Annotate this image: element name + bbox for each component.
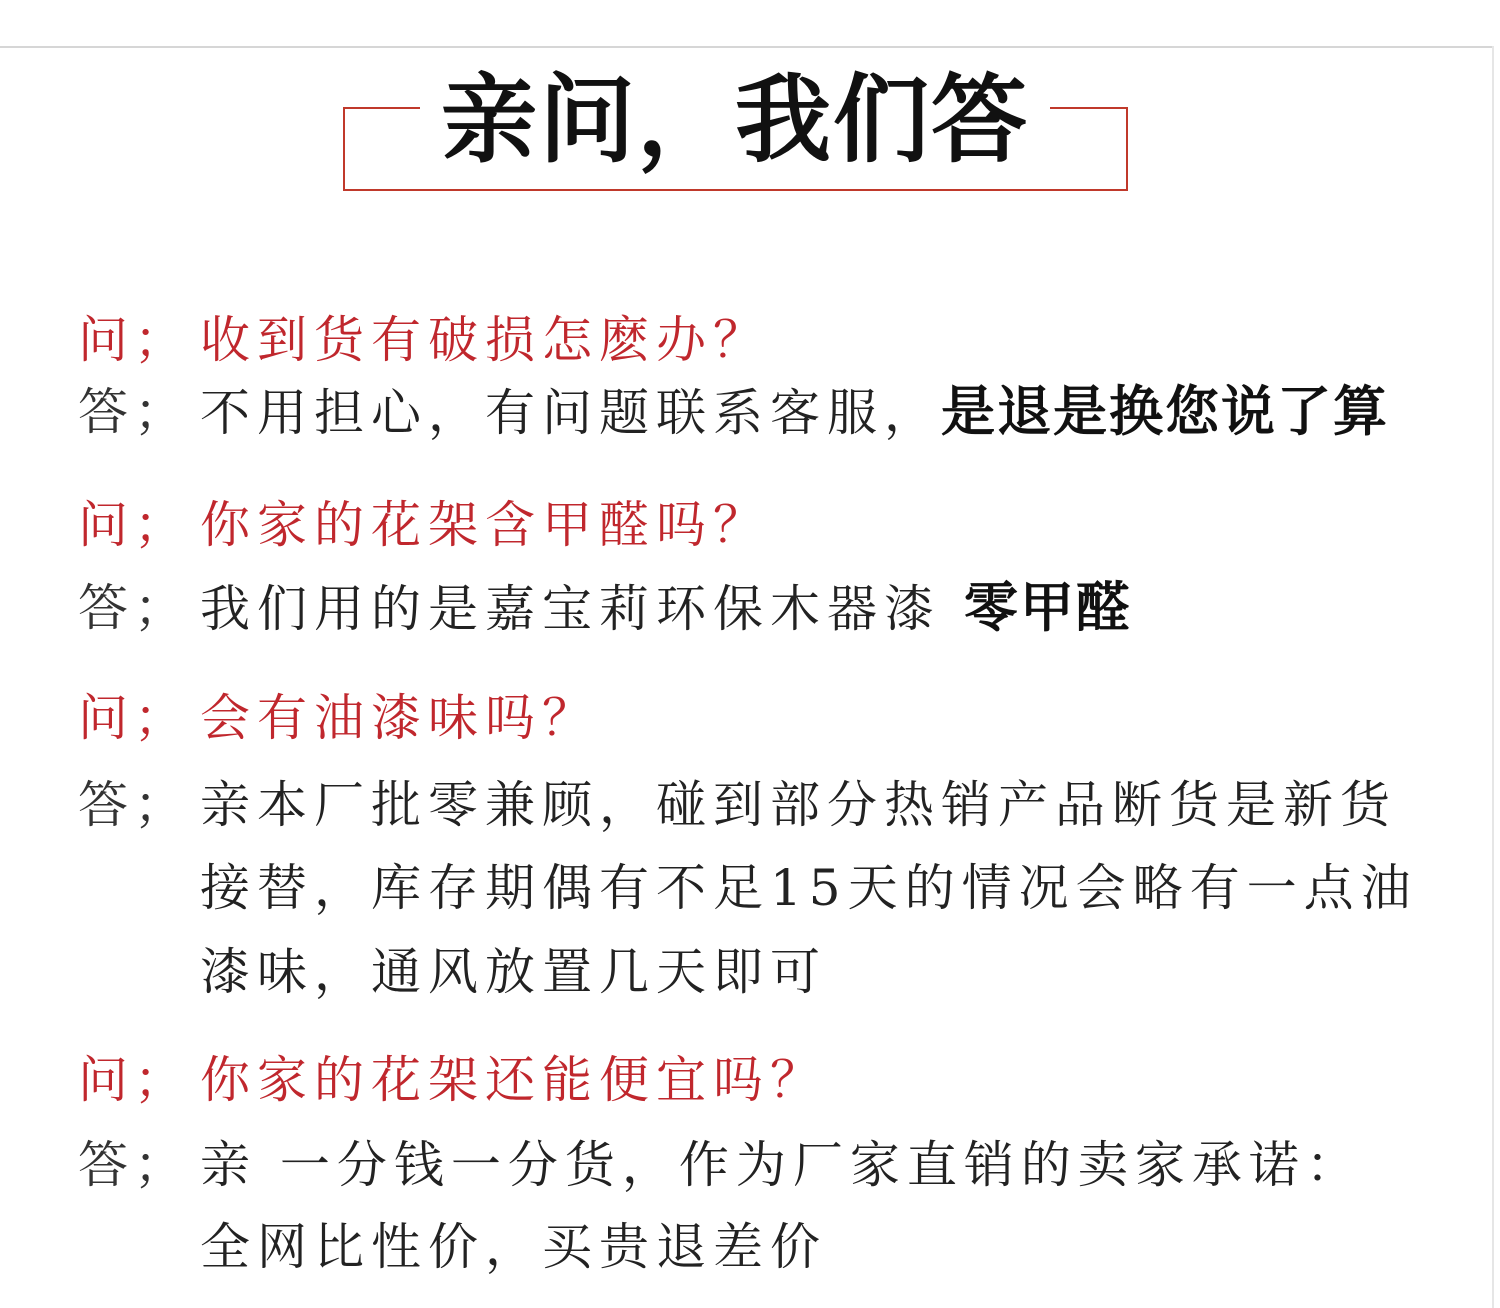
answer-line: 全网比性价，买贵退差价 (200, 1218, 827, 1276)
faq-2-answer-row (0, 576, 1490, 640)
question-text: 你家的花架含甲醛吗？ (200, 496, 770, 554)
top-divider (0, 46, 1492, 48)
answer-text (200, 380, 1389, 445)
faq-4-answer-row-2 (0, 1215, 1490, 1279)
answer-label: 答； (78, 383, 190, 441)
faq-3-question-row (0, 686, 1490, 750)
faq-3-answer-row (0, 773, 1490, 837)
question-text: 你家的花架还能便宜吗？ (200, 1051, 827, 1109)
answer-line: 亲 一分钱一分货，作为厂家直销的卖家承诺： (200, 1136, 1363, 1194)
answer-plain: 不用担心，有问题联系客服， (200, 384, 941, 442)
question-label: 问； (78, 689, 190, 747)
faq-4-question-row (0, 1048, 1490, 1112)
question-label: 问； (78, 1051, 190, 1109)
question-text: 会有油漆味吗？ (200, 689, 599, 747)
faq-1-question-row (0, 308, 1490, 372)
question-label: 问； (78, 496, 190, 554)
faq-4-answer-row (0, 1133, 1490, 1197)
question-text: 收到货有破损怎麽办？ (200, 311, 770, 369)
faq-3-answer-row-2 (0, 856, 1490, 920)
faq-1-answer-row (0, 380, 1490, 444)
answer-emphasis: 是退是换您说了算 (941, 380, 1389, 443)
answer-label: 答； (78, 776, 190, 834)
answer-label: 答； (78, 1136, 190, 1194)
faq-2-question-row (0, 493, 1490, 557)
answer-line: 接替，库存期偶有不足15天的情况会略有一点油 (200, 859, 1418, 917)
right-divider (1492, 46, 1494, 1308)
answer-label: 答； (78, 579, 190, 637)
answer-line: 漆味，通风放置几天即可 (200, 943, 827, 1001)
faq-3-answer-row-3 (0, 940, 1490, 1004)
answer-text (200, 576, 1132, 641)
page-title: 亲问，我们答 (420, 62, 1050, 178)
answer-line: 亲本厂批零兼顾，碰到部分热销产品断货是新货 (200, 776, 1397, 834)
question-label: 问； (78, 311, 190, 369)
answer-plain: 我们用的是嘉宝莉环保木器漆 (200, 580, 964, 638)
answer-emphasis: 零甲醛 (963, 576, 1132, 639)
